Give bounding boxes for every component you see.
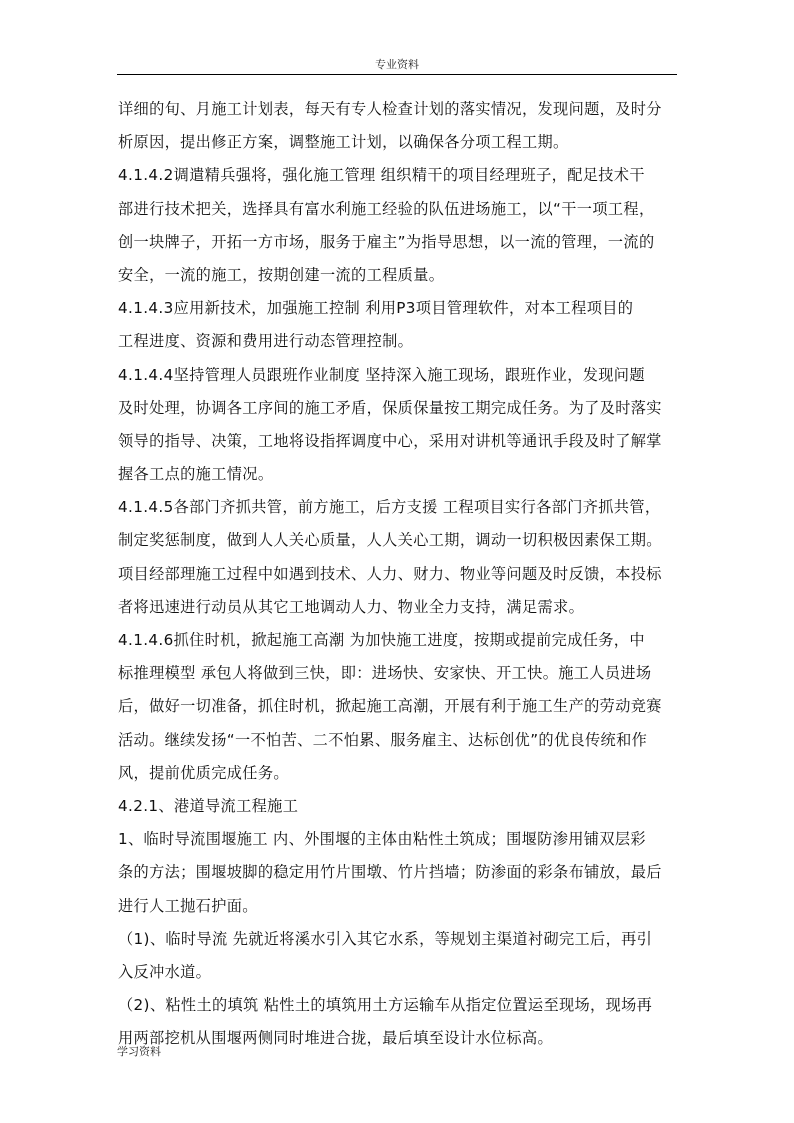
text-line: 条的方法；围堰坡脚的稳定用竹片围墩、竹片挡墙；防渗面的彩条布铺放，最后 bbox=[118, 863, 662, 882]
text-line: 及时处理，协调各工序间的施工矛盾，保质保量按工期完成任务。为了及时落实 bbox=[118, 398, 662, 417]
text-line: 标推理模型 承包人将做到三快，即：进场快、安家快、开工快。施工人员进场 bbox=[118, 664, 652, 683]
text-line: 4.1.4.3应用新技术，加强施工控制 利用P3项目管理软件，对本工程项目的 bbox=[118, 299, 634, 318]
text-line: 领导的指导、决策，工地将设指挥调度中心，采用对讲机等通讯手段及时了解掌 bbox=[118, 431, 662, 450]
text-line: 风，提前优质完成任务。 bbox=[118, 763, 289, 782]
text-line: 安全，一流的施工，按期创建一流的工程质量。 bbox=[118, 265, 445, 284]
text-line: 工程进度、资源和费用进行动态管理控制。 bbox=[118, 332, 414, 351]
text-line: 项目经部理施工过程中如遇到技术、人力、财力、物业等问题及时反馈，本投标 bbox=[118, 564, 662, 583]
document-body bbox=[118, 93, 682, 1055]
text-line: 详细的旬、月施工计划表，每天有专人检查计划的落实情况，发现问题，及时分 bbox=[118, 100, 662, 118]
text-line: 析原因，提出修正方案，调整施工计划，以确保各分项工程工期。 bbox=[118, 133, 569, 152]
text-line: 创一块牌子，开拓一方市场，服务于雇主”为指导思想，以一流的管理，一流的 bbox=[118, 232, 655, 251]
text-line: 1、临时导流围堰施工 内、外围堰的主体由粘性土筑成；围堰防渗用铺双层彩 bbox=[118, 830, 646, 849]
text-line: 部进行技术把关，选择具有富水利施工经验的队伍进场施工，以“干一项工程， bbox=[118, 199, 655, 218]
section-heading: 4.2.1、港道导流工程施工 bbox=[118, 796, 299, 815]
text-line: 活动。继续发扬“一不怕苦、二不怕累、服务雇主、达标创优”的优良传统和作 bbox=[118, 730, 648, 749]
text-line: 4.1.4.2调遣精兵强将，强化施工管理 组织精干的项目经理班子，配足技术干 bbox=[118, 166, 645, 185]
text-line: 4.1.4.6抓住时机，掀起施工高潮 为加快施工进度，按期或提前完成任务，中 bbox=[118, 631, 645, 649]
text-line: （2)、粘性土的填筑 粘性土的填筑用土方运输车从指定位置运至现场，现场再 bbox=[118, 996, 653, 1015]
header-divider bbox=[117, 74, 677, 75]
text-line: （1)、临时导流 先就近将溪水引入其它水系，等规划主渠道衬砌完工后，再引 bbox=[118, 929, 653, 948]
text-line: 进行人工抛石护面。 bbox=[118, 896, 258, 915]
text-line: 后，做好一切准备，抓住时机，掀起施工高潮，开展有利于施工生产的劳动竞赛 bbox=[118, 697, 662, 716]
text-line: 握各工点的施工情况。 bbox=[118, 465, 274, 484]
text-line: 制定奖惩制度，做到人人关心质量，人人关心工期，调动一切积极因素保工期。 bbox=[118, 531, 662, 550]
text-line: 者将迅速进行动员从其它工地调动人力、物业全力支持，满足需求。 bbox=[118, 597, 585, 616]
page-header: 专业资料 bbox=[375, 58, 419, 71]
page-footer: 学习资料 bbox=[117, 1045, 161, 1058]
text-line: 入反冲水道。 bbox=[118, 962, 212, 981]
text-line: 4.1.4.5各部门齐抓共管，前方施工，后方支援 工程项目实行各部门齐抓共管， bbox=[118, 498, 661, 517]
text-line: 用两部挖机从围堰两侧同时堆进合拢，最后填至设计水位标高。 bbox=[118, 1029, 554, 1048]
text-line: 4.1.4.4坚持管理人员跟班作业制度 坚持深入施工现场，跟班作业，发现问题 bbox=[118, 365, 645, 384]
